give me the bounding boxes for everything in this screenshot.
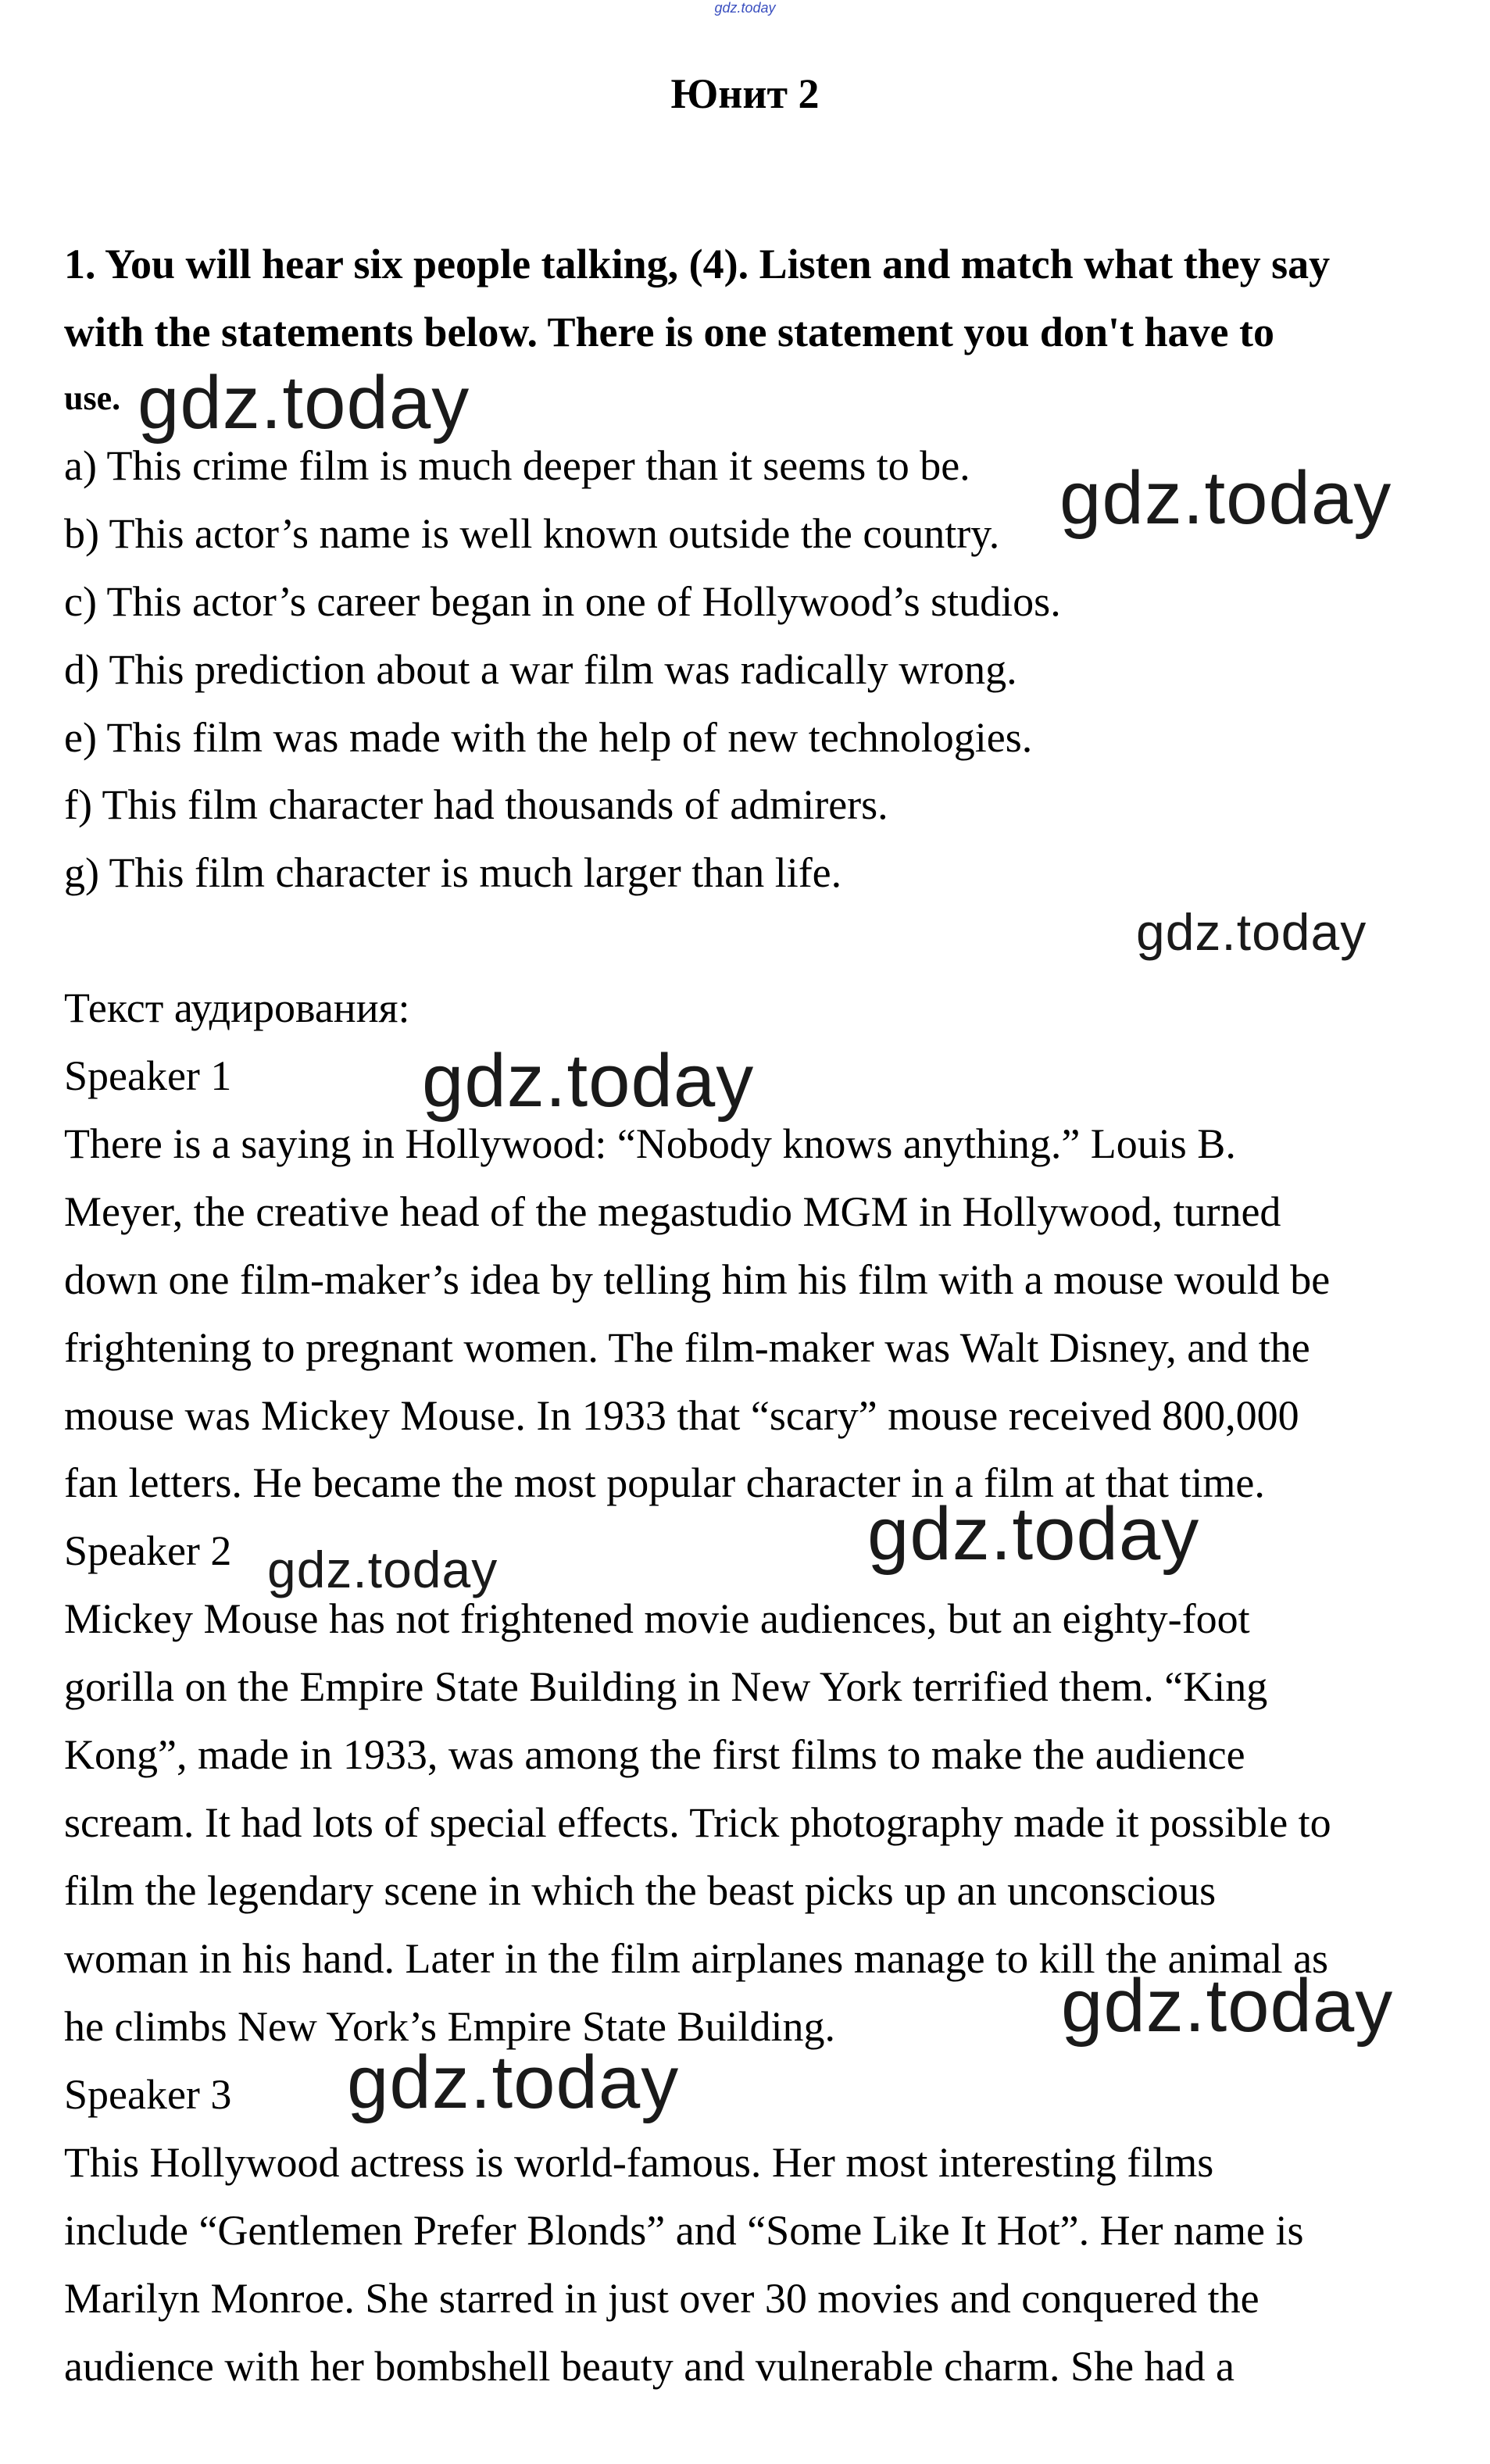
watermark: gdz.today	[138, 361, 470, 445]
speaker-1-line: frightening to pregnant women. The film-maker was Walt Disney, and the	[64, 1324, 1310, 1371]
statement-g: g) This film character is much larger than life.	[64, 849, 842, 896]
speaker-1-label: Speaker 1	[64, 1052, 232, 1099]
speaker-3-label: Speaker 3	[64, 2071, 232, 2118]
speaker-3-line: This Hollywood actress is world-famous. Her most interesting films	[64, 2139, 1214, 2186]
watermark: gdz.today	[267, 1541, 498, 1598]
speaker-1-line: Meyer, the creative head of the megastudio MGM in Hollywood, turned	[64, 1188, 1281, 1235]
watermark: gdz.today	[1136, 903, 1367, 961]
statement-c: c) This actor’s career began in one of Hollywood’s studios.	[64, 578, 1061, 625]
speaker-3-line: include “Gentlemen Prefer Blonds” and “Some Like It Hot”. Her name is	[64, 2207, 1304, 2254]
transcript-label: Текст аудирования:	[64, 984, 410, 1031]
site-mark: gdz.today	[714, 0, 776, 16]
task-line-1: 1. You will hear six people talking, (4). Listen and match what they say	[64, 241, 1331, 287]
speaker-3-line: Marilyn Monroe. She starred in just over 30 movies and conquered the	[64, 2275, 1260, 2322]
speaker-2-line: gorilla on the Empire State Building in New York terrified them. “King	[64, 1663, 1268, 1710]
speaker-2-line: woman in his hand. Later in the film airplanes manage to kill the animal as	[64, 1935, 1329, 1982]
statement-e: e) This film was made with the help of new technologies.	[64, 714, 1033, 761]
speaker-1-line: mouse was Mickey Mouse. In 1933 that “scary” mouse received 800,000	[64, 1392, 1299, 1439]
statement-a: a) This crime film is much deeper than it seems to be.	[64, 442, 970, 489]
speaker-1-line: fan letters. He became the most popular character in a film at that time.	[64, 1459, 1265, 1506]
statement-b: b) This actor’s name is well known outside the country.	[64, 510, 1000, 557]
speaker-2-line: film the legendary scene in which the beast picks up an unconscious	[64, 1867, 1217, 1914]
watermark: gdz.today	[1059, 456, 1392, 540]
speaker-2-line: Kong”, made in 1933, was among the first films to make the audience	[64, 1731, 1245, 1778]
speaker-2-line: he climbs New York’s Empire State Building.	[64, 2003, 835, 2050]
unit-title: Юнит 2	[670, 70, 820, 117]
task-line-2: with the statements below. There is one statement you don't have to	[64, 309, 1274, 355]
watermark: gdz.today	[1061, 1964, 1394, 2048]
watermark: gdz.today	[867, 1492, 1200, 1576]
watermark: gdz.today	[347, 2041, 680, 2124]
speaker-3-line: audience with her bombshell beauty and vulnerable charm. She had a	[64, 2343, 1235, 2390]
statement-f: f) This film character had thousands of admirers.	[64, 781, 888, 828]
speaker-1-line: down one film-maker’s idea by telling him his film with a mouse would be	[64, 1256, 1331, 1303]
speaker-2-line: scream. It had lots of special effects. Trick photography made it possible to	[64, 1799, 1331, 1846]
task-line-3: use.	[64, 379, 121, 417]
speaker-2-line: Mickey Mouse has not frightened movie audiences, but an eighty-foot	[64, 1595, 1250, 1642]
speaker-1-line: There is a saying in Hollywood: “Nobody knows anything.” Louis B.	[64, 1120, 1236, 1167]
speaker-2-label: Speaker 2	[64, 1527, 232, 1574]
watermark: gdz.today	[422, 1039, 755, 1123]
statement-d: d) This prediction about a war film was radically wrong.	[64, 646, 1017, 693]
